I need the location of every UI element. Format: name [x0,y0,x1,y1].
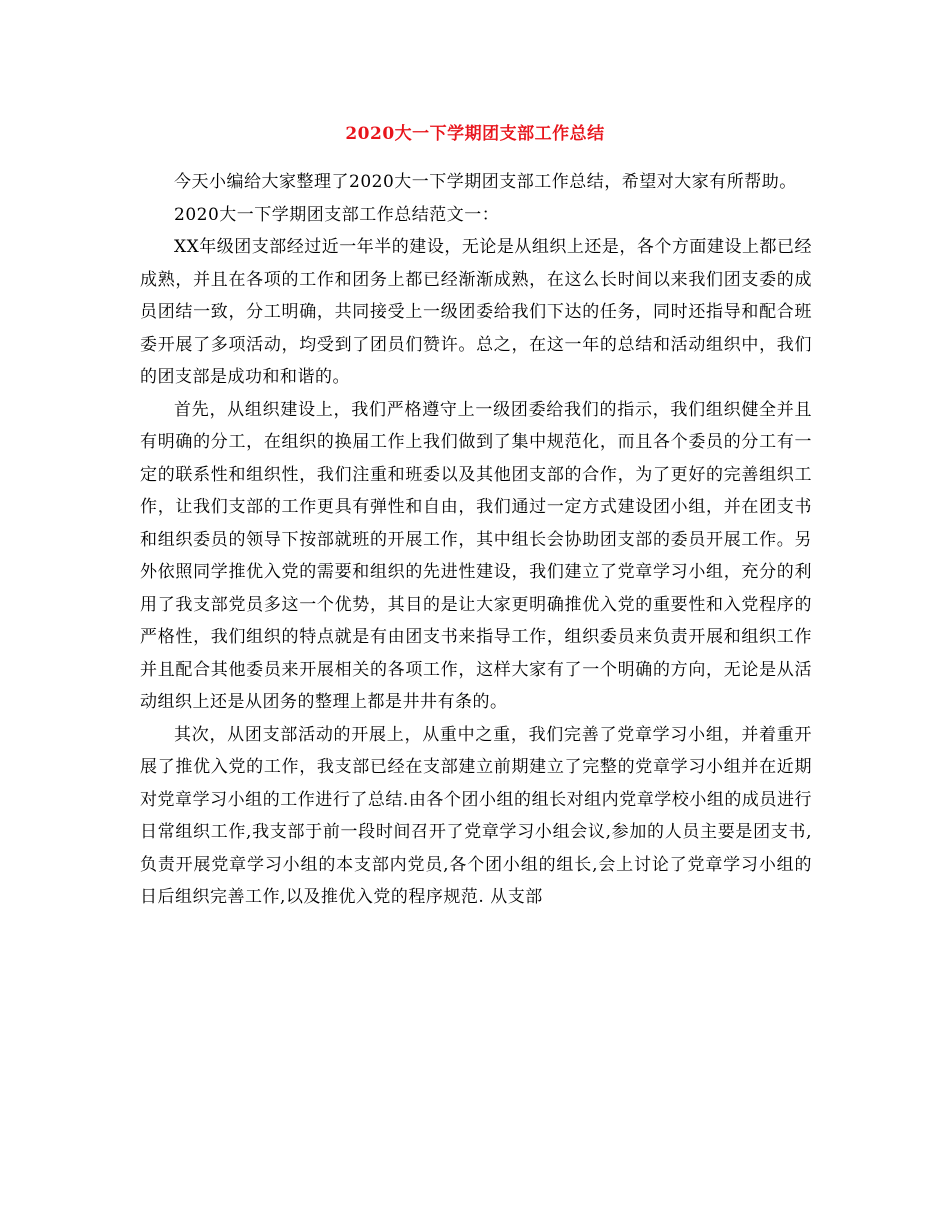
paragraph-overview: XX年级团支部经过近一年半的建设，无论是从组织上还是，各个方面建设上都已经成熟，并且在各项的工作和团务上都已经渐渐成熟，在这么长时间以来我们团支委的成员团结一致，分工明确，共同接受上一级团委给我们下达的任务，同时还指导和配合班委开展了多项活动，均受到了团员们赞许。总之，在这一年的总结和活动组织中，我们的团支部是成功和和谐的。 [140,237,812,387]
paragraph-organization: 首先，从组织建设上，我们严格遵守上一级团委给我们的指示，我们组织健全并且有明确的分工，在组织的换届工作上我们做到了集中规范化，而且各个委员的分工有一定的联系性和组织性，我们注重和班委以及其他团支部的合作，为了更好的完善组织工作，让我们支部的工作更具有弹性和自由，我们通过一定方式建设团小组，并在团支书和组织委员的领导下按部就班的开展工作，其中组长会协助团支部的委员开展工作。另外依照同学推优入党的需要和组织的先进性建设，我们建立了党章学习小组，充分的利用了我支部党员多这一个优势，其目的是让大家更明确推优入党的重要性和入党程序的严格性，我们组织的特点就是有由团支书来指导工作，组织委员来负责开展和组织工作并且配合其他委员来开展相关的各项工作，这样大家有了一个明确的方向，无论是从活动组织上还是从团务的整理上都是井井有条的。 [140,399,812,712]
paragraph-heading: 2020大一下学期团支部工作总结范文一： [174,204,500,225]
paragraph-intro: 今天小编给大家整理了2020大一下学期团支部工作总结，希望对大家有所帮助。 [174,172,797,192]
document-body [140,166,812,914]
document-title: 2020大一下学期团支部工作总结 [345,124,605,144]
paragraph-activities: 其次，从团支部活动的开展上，从重中之重，我们完善了党章学习小组，并着重开展了推优入党的工作，我支部已经在支部建立前期建立了完整的党章学习小组并在近期对党章学习小组的工作进行了总结.由各个团小组的组长对组内党章学校小组的成员进行日常组织工作,我支部于前一段时间召开了党章学习小组会议,参加的人员主要是团支书,负责开展党章学习小组的本支部内党员,各个团小组的组长,会上讨论了党章学习小组的日后组织完善工作,以及推优入党的程序规范. 从支部 [140,724,812,907]
